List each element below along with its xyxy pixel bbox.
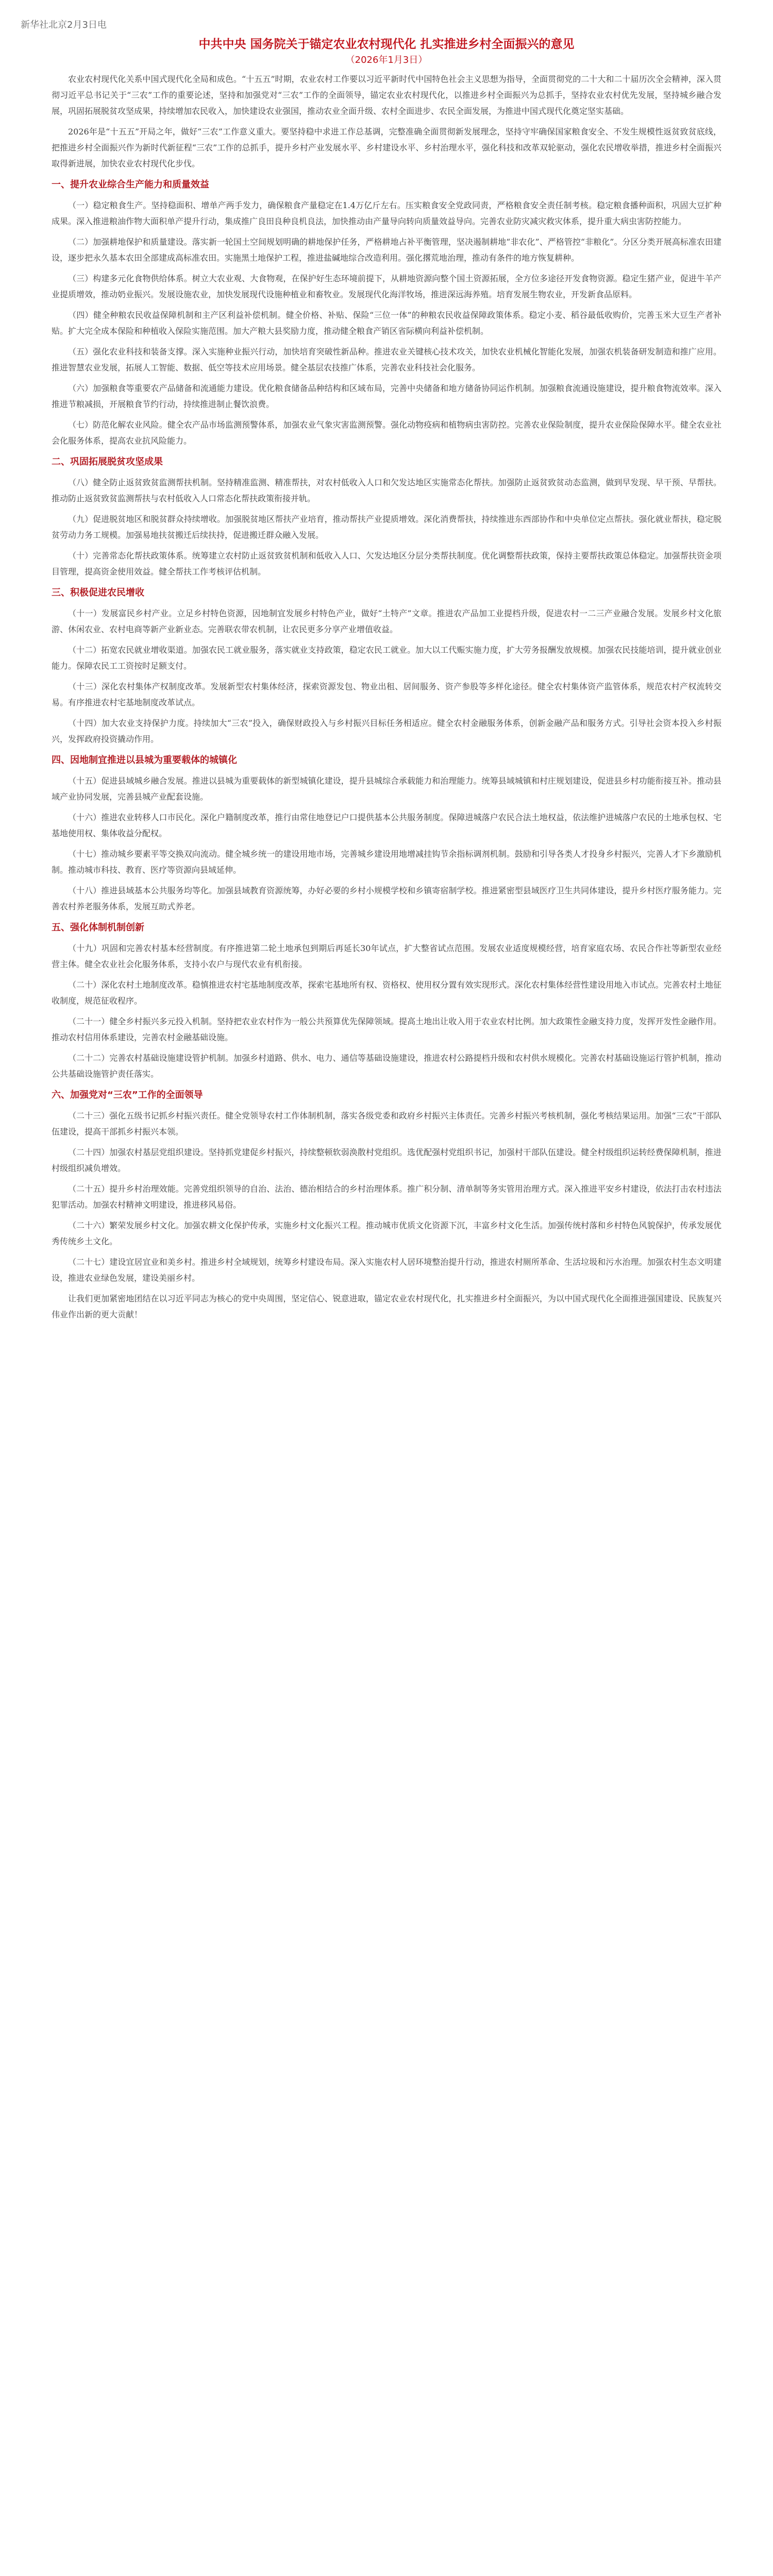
paragraph: （九）促进脱贫地区和脱贫群众持续增收。加强脱贫地区帮扶产业培育，推动帮扶产业提质增效。深化消费帮扶，持续推进东西部协作和中央单位定点帮扶。强化就业帮扶，稳定脱贫劳动力务工规模。加强易地扶贫搬迁后续扶持，促进搬迁群众融入发展。 — [52, 514, 721, 540]
paragraph: （十九）巩固和完善农村基本经营制度。有序推进第二轮土地承包到期后再延长30年试点，扩大整省试点范围。发展农业适度规模经营，培育家庭农场、农民合作社等新型农业经营主体。健全农业社会化服务体系，支持小农户与现代农业有机衔接。 — [52, 943, 721, 969]
paragraph: （二十五）提升乡村治理效能。完善党组织领导的自治、法治、德治相结合的乡村治理体系。推广积分制、清单制等务实管用治理方式。深入推进平安乡村建设，依法打击农村违法犯罪活动。加强农村精神文明建设，推进移风易俗。 — [52, 1184, 721, 1210]
paragraph: （十二）拓宽农民就业增收渠道。加强农民工就业服务，落实就业支持政策，稳定农民工就业。加大以工代赈实施力度，扩大劳务报酬发放规模。加强农民技能培训，提升就业创业能力。保障农民工工资按时足额支付。 — [52, 645, 721, 671]
section-heading: 四、因地制宜推进以县城为重要载体的城镇化 — [52, 755, 237, 766]
paragraph: 农业农村现代化关系中国式现代化全局和成色。“十五五”时期，农业农村工作要以习近平新时代中国特色社会主义思想为指导，全面贯彻党的二十大和二十届历次全会精神，深入贯彻习近平总书记关于“三农”工作的重要论述，坚持和加强党对“三农”工作的全面领导，锚定农业农村现代化，以推进乡村全面振兴为总抓手，坚持农业农村优先发展，坚持城乡融合发展，巩固拓展脱贫攻坚成果，持续增加农民收入，加快建设农业强国，推动农业全面升级、农村全面进步、农民全面发展，为推进中国式现代化奠定坚实基础。 — [52, 74, 721, 116]
paragraph: （十七）推动城乡要素平等交换双向流动。健全城乡统一的建设用地市场，完善城乡建设用地增减挂钩节余指标调剂机制。鼓励和引导各类人才投身乡村振兴，完善人才下乡激励机制。推动城市科技、教育、医疗等资源向县域延伸。 — [52, 849, 721, 875]
paragraph: （十三）深化农村集体产权制度改革。发展新型农村集体经济，探索资源发包、物业出租、居间服务、资产参股等多样化途径。健全农村集体资产监管体系，规范农村产权流转交易。有序推进农村宅基地制度改革试点。 — [52, 682, 721, 707]
paragraph: （二十一）健全乡村振兴多元投入机制。坚持把农业农村作为一般公共预算优先保障领域。提高土地出让收入用于农业农村比例。加大政策性金融支持力度，发挥开发性金融作用。推动农村信用体系建设，完善农村金融基础设施。 — [52, 1016, 721, 1042]
paragraph: （七）防范化解农业风险。健全农产品市场监测预警体系，加强农业气象灾害监测预警。强化动物疫病和植物病虫害防控。完善农业保险制度，提升农业保险保障水平。健全农业社会化服务体系，提高农业抗风险能力。 — [52, 420, 721, 446]
publish-date: （2026年1月3日） — [345, 55, 428, 65]
paragraph: （二十）深化农村土地制度改革。稳慎推进农村宅基地制度改革，探索宅基地所有权、资格权、使用权分置有效实现形式。深化农村集体经营性建设用地入市试点。完善农村土地征收制度，规范征收程序。 — [52, 980, 721, 1006]
paragraph: （四）健全种粮农民收益保障机制和主产区利益补偿机制。健全价格、补贴、保险“三位一体”的种粮农民收益保障政策体系。稳定小麦、稻谷最低收购价，完善玉米大豆生产者补贴。扩大完全成本保险和种植收入保险实施范围。加大产粮大县奖励力度，推动健全粮食产销区省际横向利益补偿机制。 — [52, 310, 721, 336]
section-heading: 五、强化体制机制创新 — [52, 922, 144, 933]
paragraph: （二十六）繁荣发展乡村文化。加强农耕文化保护传承，实施乡村文化振兴工程。推动城市优质文化资源下沉，丰富乡村文化生活。加强传统村落和乡村特色风貌保护，传承发展优秀传统乡土文化。 — [52, 1221, 721, 1246]
paragraph: （八）健全防止返贫致贫监测帮扶机制。坚持精准监测、精准帮扶，对农村低收入人口和欠发达地区实施常态化帮扶。加强防止返贫致贫动态监测，做到早发现、早干预、早帮扶。推动防止返贫致贫监测帮扶与农村低收入人口常态化帮扶政策衔接并轨。 — [52, 478, 721, 503]
paragraph: （十四）加大农业支持保护力度。持续加大“三农”投入，确保财政投入与乡村振兴目标任务相适应。健全农村金融服务体系，创新金融产品和服务方式。引导社会资本投入乡村振兴，发挥政府投资撬动作用。 — [52, 718, 721, 744]
paragraph: 2026年是“十五五”开局之年，做好“三农”工作意义重大。要坚持稳中求进工作总基调，完整准确全面贯彻新发展理念，坚持守牢确保国家粮食安全、不发生规模性返贫致贫底线，把推进乡村全面振兴作为新时代新征程“三农”工作的总抓手，提升乡村产业发展水平、乡村建设水平、乡村治理水平，强化科技和改革双轮驱动，强化农民增收举措，推进乡村全面振兴取得新进展，加快农业农村现代化步伐。 — [52, 127, 721, 168]
paragraph: （二十七）建设宜居宜业和美乡村。推进乡村全域规划，统筹乡村建设布局。深入实施农村人居环境整治提升行动，推进农村厕所革命、生活垃圾和污水治理。加强农村生态文明建设，推进农业绿色发展，建设美丽乡村。 — [52, 1257, 721, 1283]
article-title: 中共中央 国务院关于锚定农业农村现代化 扎实推进乡村全面振兴的意见 — [198, 38, 575, 51]
paragraph: （二十三）强化五级书记抓乡村振兴责任。健全党领导农村工作体制机制，落实各级党委和政府乡村振兴主体责任。完善乡村振兴考核机制，强化考核结果运用。加强“三农”干部队伍建设，提高干部抓乡村振兴本领。 — [52, 1111, 721, 1137]
paragraph: （十六）推进农业转移人口市民化。深化户籍制度改革，推行由常住地登记户口提供基本公共服务制度。保障进城落户农民合法土地权益，依法维护进城落户农民的土地承包权、宅基地使用权、集体收益分配权。 — [52, 812, 721, 838]
paragraph: （十五）促进县域城乡融合发展。推进以县城为重要载体的新型城镇化建设，提升县城综合承载能力和治理能力。统筹县域城镇和村庄规划建设，促进县乡村功能衔接互补。推动县域产业协同发展，完善县城产业配套设施。 — [52, 776, 721, 802]
paragraph: （六）加强粮食等重要农产品储备和流通能力建设。优化粮食储备品种结构和区域布局，完善中央储备和地方储备协同运作机制。加强粮食流通设施建设，提升粮食物流效率。深入推进节粮减损，开展粮食节约行动，持续推进制止餐饮浪费。 — [52, 383, 721, 409]
paragraph: 让我们更加紧密地团结在以习近平同志为核心的党中央周围，坚定信心、锐意进取，锚定农业农村现代化，扎实推进乡村全面振兴，为以中国式现代化全面推进强国建设、民族复兴伟业作出新的更大贡献！ — [52, 1294, 721, 1319]
section-heading: 六、加强党对“三农”工作的全面领导 — [52, 1090, 203, 1100]
article-body — [52, 71, 721, 1323]
section-heading: 三、积极促进农民增收 — [52, 587, 144, 598]
section-heading: 一、提升农业综合生产能力和质量效益 — [52, 179, 209, 190]
source-line: 新华社北京2月3日电 — [21, 20, 107, 30]
paragraph: （一）稳定粮食生产。坚持稳面积、增单产两手发力，确保粮食产量稳定在1.4万亿斤左右。压实粮食安全党政同责，严格粮食安全责任制考核。稳定粮食播种面积，巩固大豆扩种成果。深入推进粮油作物大面积单产提升行动，集成推广良田良种良机良法，加快推动由产量导向转向质量效益导向。完善农业防灾减灾救灾体系，提升重大病虫害防控能力。 — [52, 200, 721, 226]
section-heading: 二、巩固拓展脱贫攻坚成果 — [52, 456, 163, 467]
paragraph: （五）强化农业科技和装备支撑。深入实施种业振兴行动，加快培育突破性新品种。推进农业关键核心技术攻关，加快农业机械化智能化发展，加强农机装备研发制造和推广应用。推进智慧农业发展，拓展人工智能、数据、低空等技术应用场景。健全基层农技推广体系，完善农业科技社会化服务。 — [52, 347, 721, 372]
paragraph: （十）完善常态化帮扶政策体系。统筹建立农村防止返贫致贫机制和低收入人口、欠发达地区分层分类帮扶制度。优化调整帮扶政策，保持主要帮扶政策总体稳定。加强帮扶资金项目管理，提高资金使用效益。健全帮扶工作考核评估机制。 — [52, 551, 721, 577]
paragraph: （三）构建多元化食物供给体系。树立大农业观、大食物观，在保护好生态环境前提下，从耕地资源向整个国土资源拓展，全方位多途径开发食物资源。稳定生猪产业，促进牛羊产业提质增效，推动奶业振兴。发展设施农业，加快发展现代设施种植业和畜牧业。发展现代化海洋牧场，推进深远海养殖。培育发展生物农业，开发新食品原料。 — [52, 274, 721, 299]
paragraph: （二）加强耕地保护和质量建设。落实新一轮国土空间规划明确的耕地保护任务，严格耕地占补平衡管理，坚决遏制耕地“非农化”、严格管控“非粮化”。分区分类开展高标准农田建设，逐步把永久基本农田全部建成高标准农田。实施黑土地保护工程，推进盐碱地综合改造利用。强化撂荒地治理，推动有条件的地方恢复耕种。 — [52, 237, 721, 263]
paragraph: （二十四）加强农村基层党组织建设。坚持抓党建促乡村振兴，持续整顿软弱涣散村党组织。选优配强村党组织书记，加强村干部队伍建设。健全村级组织运转经费保障机制，推进村级组织减负增效。 — [52, 1147, 721, 1173]
paragraph: （二十二）完善农村基础设施建设管护机制。加强乡村道路、供水、电力、通信等基础设施建设，推进农村公路提档升级和农村供水规模化。完善农村基础设施运行管护机制，推动公共基础设施管护责任落实。 — [52, 1053, 721, 1079]
article — [52, 36, 721, 1327]
paragraph: （十一）发展富民乡村产业。立足乡村特色资源，因地制宜发展乡村特色产业，做好“土特产”文章。推进农产品加工业提档升级，促进农村一二三产业融合发展。发展乡村文化旅游、休闲农业、农村电商等新产业新业态。完善联农带农机制，让农民更多分享产业增值收益。 — [52, 608, 721, 634]
paragraph: （十八）推进县域基本公共服务均等化。加强县域教育资源统筹，办好必要的乡村小规模学校和乡镇寄宿制学校。推进紧密型县域医疗卫生共同体建设，提升乡村医疗服务能力。完善农村养老服务体系，发展互助式养老。 — [52, 886, 721, 911]
